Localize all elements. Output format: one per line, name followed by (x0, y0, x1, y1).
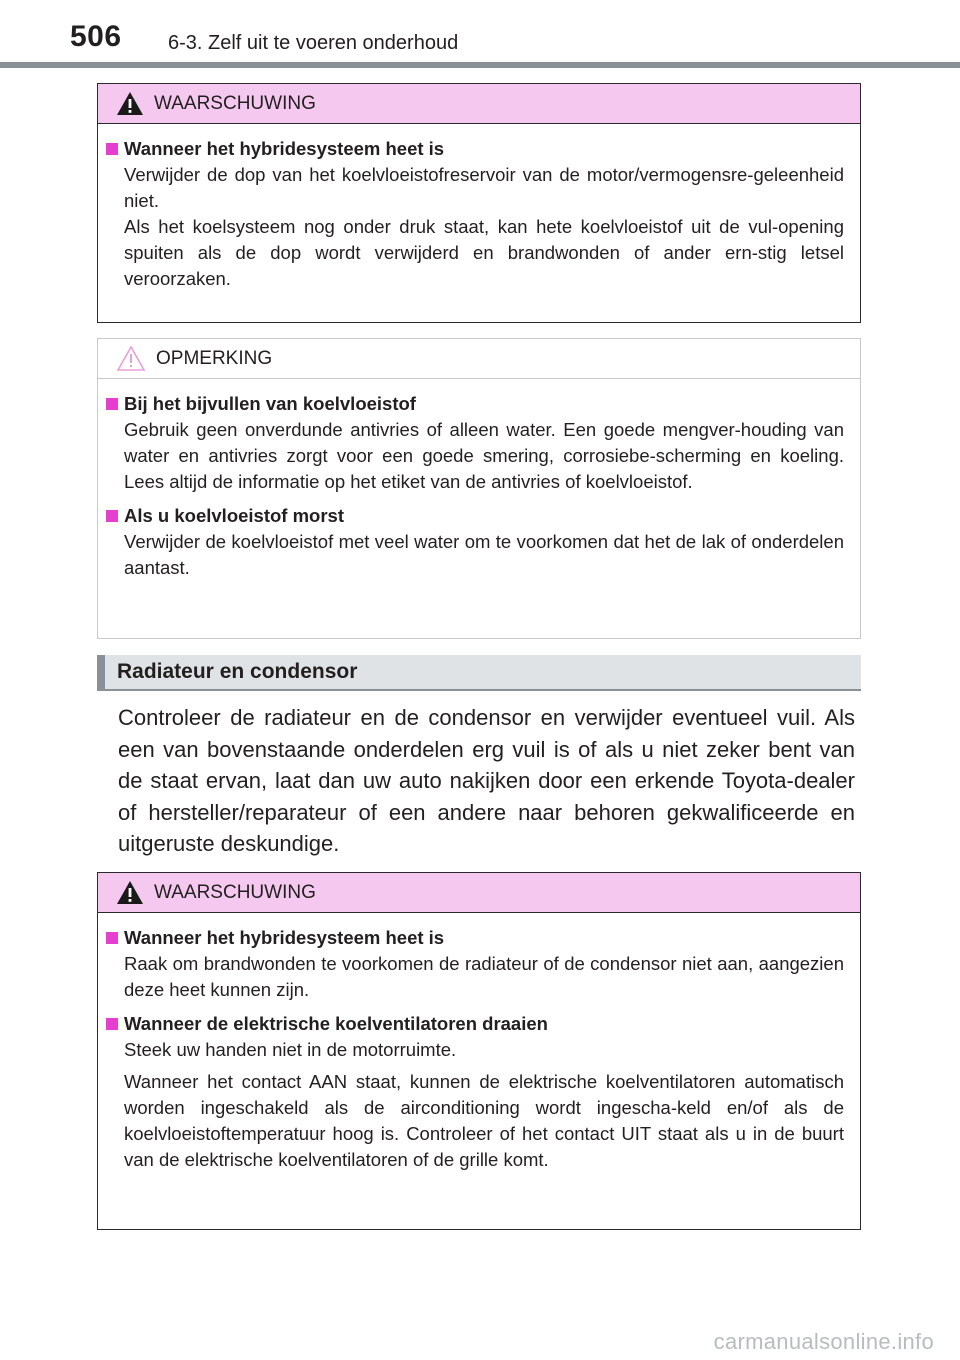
section-heading: Radiateur en condensor (97, 655, 861, 691)
warning-paragraph: Als het koelsysteem nog onder druk staat, kan hete koelvloeistof uit de vul-opening spuiten als de dop wordt verwijderd en brandwonden of ander ern-stig letsel veroorzaken. (124, 216, 844, 289)
notice-item (106, 391, 844, 495)
notice-paragraph: Gebruik geen onverdunde antivries of alleen water. Een goede mengver-houding van water en antivries zorgt voor een goede smering, corrosiebe-scherming en koeling. Lees altijd de informatie op het etiket van de antivries of koelvloeistof. (124, 419, 844, 492)
section-breadcrumb: 6-3. Zelf uit te voeren onderhoud (168, 32, 459, 54)
square-bullet-icon (106, 932, 118, 944)
notice-title: OPMERKING (156, 347, 273, 369)
warning-paragraph: Wanneer het contact AAN staat, kunnen de elektrische koelventilatoren automatisch worden ingeschakeld als de airconditioning wordt ingescha-keld en/of als de koelvloeistoftemperatuur hoog is. Controleer of het contact UIT staat als u in de buurt van de elektrische koelventilatoren of de grille komt. (124, 1071, 844, 1170)
item-title-text: Bij het bijvullen van koelvloeistof (124, 393, 416, 414)
notice-box-coolant (97, 338, 861, 639)
warning-item-title (106, 136, 844, 162)
warning-item (106, 925, 844, 1003)
notice-body (98, 379, 860, 603)
warning-title: WAARSCHUWING (154, 881, 316, 903)
warning-item (106, 1011, 844, 1173)
warning-title: WAARSCHUWING (154, 92, 316, 114)
warning-box-radiator (97, 872, 861, 1230)
warning-triangle-icon (116, 91, 144, 116)
warning-paragraph: Verwijder de dop van het koelvloeistofreservoir van de motor/vermogensre-geleenheid niet. (124, 164, 844, 211)
warning-header (98, 84, 860, 124)
warning-triangle-outline-icon (116, 345, 146, 372)
watermark: carmanualsonline.info (713, 1329, 934, 1354)
item-title-text: Als u koelvloeistof morst (124, 505, 344, 526)
square-bullet-icon (106, 398, 118, 410)
section-paragraph: Controleer de radiateur en de condensor en verwijder eventueel vuil. Als een van bovenstaande onderdelen erg vuil is of als u niet zeker bent van de staat ervan, laat dan uw auto nakijken door een erkende Toyota-dealer of hersteller/reparateur of een andere naar behoren gekwalificeerde en uitgeruste deskundige. (118, 705, 855, 856)
square-bullet-icon (106, 1018, 118, 1030)
warning-paragraph: Steek uw handen niet in de motorruimte. (124, 1039, 457, 1060)
warning-item (106, 136, 844, 292)
notice-header (98, 339, 860, 379)
notice-item-title (106, 503, 844, 529)
warning-body (98, 913, 860, 1195)
warning-item-title (106, 925, 844, 951)
warning-paragraph: Raak om brandwonden te voorkomen de radiateur of de condensor niet aan, aangezien deze heet kunnen zijn. (124, 953, 844, 1000)
item-title-text: Wanneer het hybridesysteem heet is (124, 927, 445, 948)
notice-item (106, 503, 844, 581)
warning-body (98, 124, 860, 314)
notice-item-title (106, 391, 844, 417)
warning-box-hot-system (97, 83, 861, 323)
warning-triangle-icon (116, 880, 144, 905)
item-title-text: Wanneer de elektrische koelventilatoren draaien (124, 1013, 548, 1034)
page-number: 506 (70, 20, 122, 53)
warning-header (98, 873, 860, 913)
square-bullet-icon (106, 143, 118, 155)
warning-item-title (106, 1011, 844, 1037)
item-title-text: Wanneer het hybridesysteem heet is (124, 138, 445, 159)
header-divider (0, 62, 960, 68)
square-bullet-icon (106, 510, 118, 522)
notice-paragraph: Verwijder de koelvloeistof met veel water om te voorkomen dat het de lak of onderdelen aantast. (124, 531, 844, 578)
